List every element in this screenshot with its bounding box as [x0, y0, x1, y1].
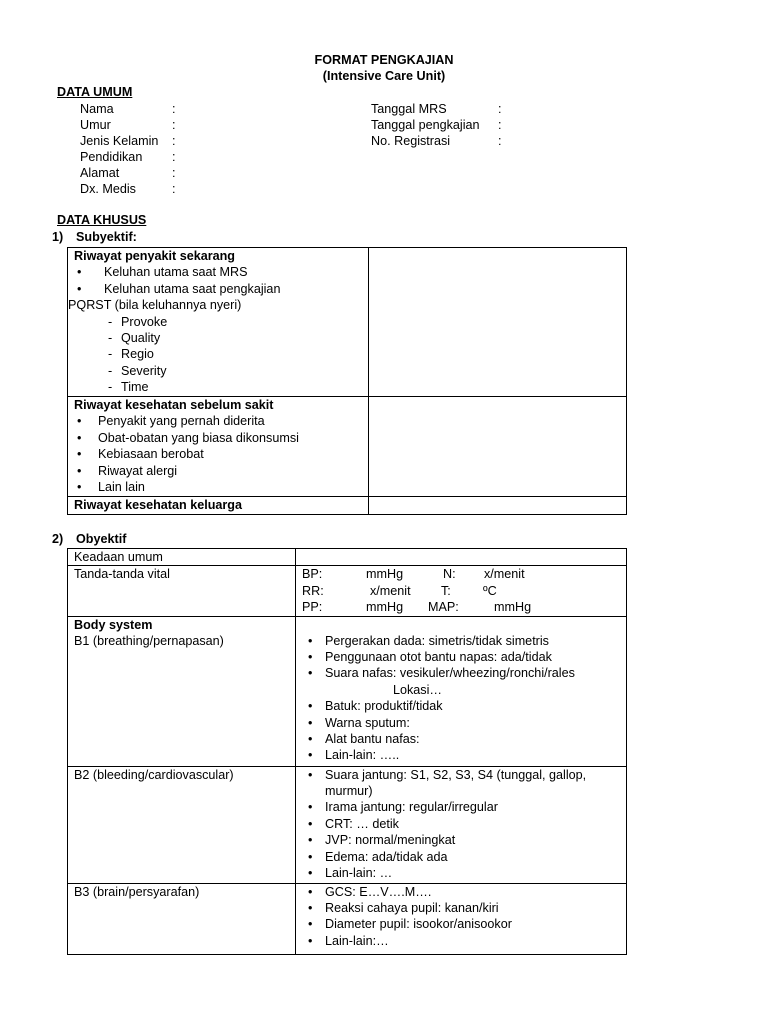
- list-item: • Pergerakan dada: simetris/tidak simetris: [302, 633, 622, 649]
- table-cell-empty: [369, 497, 627, 515]
- body-system-label: Body system: [74, 617, 153, 632]
- list-item: • Keluhan utama saat MRS: [74, 264, 364, 280]
- riwayat-sebelum-header: Riwayat kesehatan sebelum sakit: [74, 398, 274, 412]
- field-label: Umur: [80, 118, 111, 132]
- table-cell: [296, 883, 627, 954]
- list-item: • Alat bantu nafas:: [302, 731, 622, 747]
- list-item: • Keluhan utama saat pengkajian: [74, 281, 364, 297]
- pqrst-label: PQRST (bila keluhannya nyeri): [68, 298, 242, 313]
- subyektif-label: Subyektif:: [76, 230, 137, 244]
- list-item: - Quality: [74, 330, 364, 346]
- table-cell: [68, 616, 296, 766]
- list-item: • Suara jantung: S1, S2, S3, S4 (tunggal, gallop,: [302, 767, 622, 783]
- b1-label: B1 (breathing/pernapasan): [74, 633, 224, 648]
- field-separator: :: [172, 150, 176, 164]
- list-item: • Lain lain: [74, 479, 364, 495]
- field-separator: :: [172, 166, 176, 180]
- table-cell-empty: [369, 248, 627, 397]
- list-item: • Reaksi cahaya pupil: kanan/kiri: [302, 900, 622, 916]
- table-cell: [68, 549, 296, 566]
- list-item: • JVP: normal/meningkat: [302, 832, 622, 848]
- bp-label: BP:: [302, 567, 323, 582]
- subyektif-table: [67, 247, 627, 515]
- vitals-row: [302, 566, 622, 582]
- pp-label: PP:: [302, 600, 323, 615]
- table-cell: [68, 566, 296, 616]
- obyektif-table: [67, 548, 627, 955]
- field-separator: :: [172, 134, 176, 148]
- list-item: • Suara nafas: vesikuler/wheezing/ronchi/rales: [302, 665, 622, 681]
- field-separator: :: [172, 102, 176, 116]
- table-cell: [68, 397, 369, 497]
- list-item: • Lain-lain:…: [302, 933, 622, 949]
- list-item: • Lain-lain: …: [302, 865, 622, 881]
- rr-label: RR:: [302, 583, 324, 598]
- table-cell-empty: [296, 549, 627, 566]
- bp-unit: mmHg: [366, 567, 404, 582]
- list-item: • Penyakit yang pernah diderita: [74, 413, 364, 429]
- field-label: Alamat: [80, 166, 120, 180]
- data-khusus-heading: DATA KHUSUS: [57, 213, 147, 227]
- field-label: Dx. Medis: [80, 182, 136, 196]
- list-item: • Diameter pupil: isookor/anisookor: [302, 916, 622, 932]
- riwayat-sekarang-header: Riwayat penyakit sekarang: [74, 249, 235, 263]
- map-label: MAP:: [428, 600, 459, 615]
- field-label: No. Registrasi: [371, 134, 451, 148]
- form-subtitle: (Intensive Care Unit): [322, 69, 446, 83]
- vitals-row: [302, 599, 622, 615]
- table-row: [68, 766, 627, 883]
- list-item: • Warna sputum:: [302, 715, 622, 731]
- field-separator: :: [172, 118, 176, 132]
- list-item: • CRT: … detik: [302, 816, 622, 832]
- field-separator: :: [498, 134, 502, 148]
- list-item: - Provoke: [74, 314, 364, 330]
- table-row: [68, 397, 627, 497]
- list-item: - Regio: [74, 346, 364, 362]
- ttv-label: Tanda-tanda vital: [74, 567, 170, 582]
- map-unit: mmHg: [494, 600, 532, 615]
- list-item: • GCS: E…V….M….: [302, 884, 622, 900]
- t-label: T:: [441, 583, 451, 598]
- list-item: • Riwayat alergi: [74, 463, 364, 479]
- field-label: Nama: [80, 102, 114, 116]
- list-item: - Severity: [74, 363, 364, 379]
- keadaan-umum-label: Keadaan umum: [74, 550, 163, 564]
- b3-label: B3 (brain/persyarafan): [74, 884, 200, 899]
- field-label: Tanggal MRS: [371, 102, 447, 116]
- riwayat-keluarga-header: Riwayat kesehatan keluarga: [74, 498, 242, 512]
- table-row: [68, 883, 627, 954]
- field-label: Jenis Kelamin: [80, 134, 159, 148]
- list-item-continuation: murmur): [325, 783, 373, 798]
- field-separator: :: [498, 102, 502, 116]
- field-label: Pendidikan: [80, 150, 143, 164]
- table-row: [68, 566, 627, 616]
- table-cell: [296, 616, 627, 766]
- field-separator: :: [498, 118, 502, 132]
- table-cell: [296, 766, 627, 883]
- lokasi-text: Lokasi…: [393, 682, 442, 697]
- table-cell: [68, 766, 296, 883]
- table-cell-empty: [369, 397, 627, 497]
- table-row: [68, 497, 627, 515]
- table-cell: [68, 248, 369, 397]
- form-title: FORMAT PENGKAJIAN: [314, 53, 454, 67]
- obyektif-label: Obyektif: [76, 532, 127, 546]
- list-item: • Penggunaan otot bantu napas: ada/tidak: [302, 649, 622, 665]
- pp-unit: mmHg: [366, 600, 404, 615]
- field-label: Tanggal pengkajian: [371, 118, 480, 132]
- list-item: • Batuk: produktif/tidak: [302, 698, 622, 714]
- table-cell: [68, 497, 369, 515]
- list-item: • Edema: ada/tidak ada: [302, 849, 622, 865]
- rr-unit: x/menit: [370, 583, 411, 598]
- t-unit: ºC: [483, 583, 497, 598]
- b2-label: B2 (bleeding/cardiovascular): [74, 767, 234, 782]
- table-row: [68, 248, 627, 397]
- list-item: • Irama jantung: regular/irregular: [302, 799, 622, 815]
- list-item: • Obat-obatan yang biasa dikonsumsi: [74, 430, 364, 446]
- table-row: [68, 616, 627, 766]
- table-cell: [296, 566, 627, 616]
- list-item: • Lain-lain: …..: [302, 747, 622, 763]
- table-row: [68, 549, 627, 566]
- vitals-row: [302, 583, 622, 599]
- list-item: - Time: [74, 379, 364, 395]
- list-item: • Kebiasaan berobat: [74, 446, 364, 462]
- field-separator: :: [172, 182, 176, 196]
- n-unit: x/menit: [484, 567, 525, 582]
- n-label: N:: [443, 567, 456, 582]
- data-umum-heading: DATA UMUM: [57, 85, 133, 99]
- section-number: 2): [52, 532, 64, 546]
- table-cell: [68, 883, 296, 954]
- section-number: 1): [52, 230, 64, 244]
